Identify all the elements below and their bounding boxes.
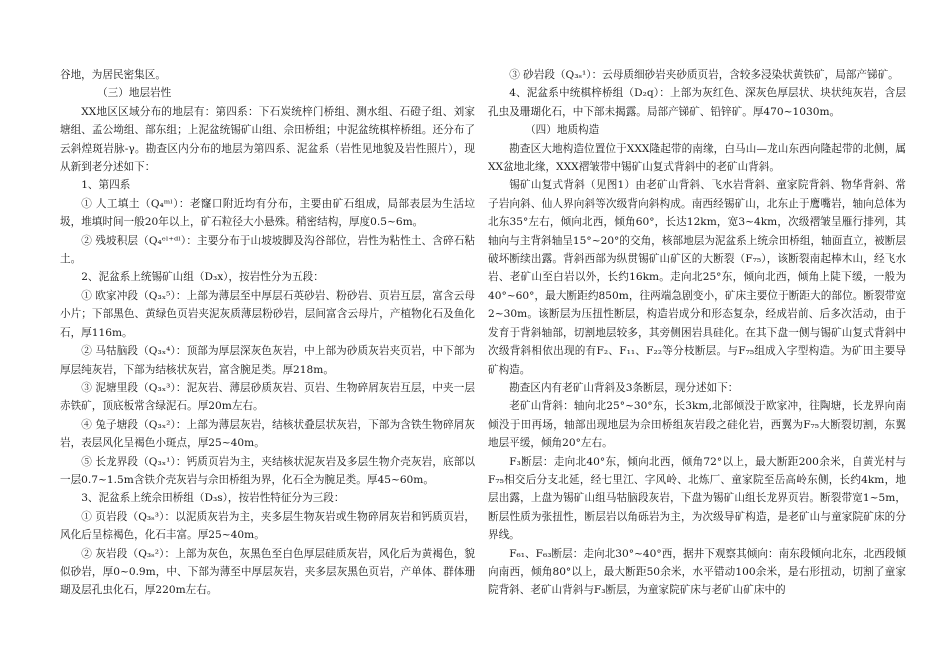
- paragraph-tectonic-position: 勘查区大地构造位置位于XXX隆起带的南缘，白马山—龙山东西向隆起带的北侧，属XX盆地北缘，XXX褶皱带中锡矿山复式背斜中的老矿山背斜。: [488, 142, 906, 174]
- item-magunao: ② 马牯脑段（Q₃ₓ⁴）：顶部为厚层深灰色灰岩，中上部为砂质灰岩夹页岩，中下部为厚层纯灰岩，下部为结核状灰岩，富含腕足类。厚218m。: [60, 345, 475, 376]
- item-artificial-fill: ① 人工填土（Q₄ᵐˡ）：老窿口附近均有分布，主要由矿石组成，局部表层为生活垃圾，堆填时间一般20年以上，矿石粒径大小悬殊。稍密结构，厚度0.5~6m。: [60, 197, 475, 229]
- paragraph-anticline-complex: 锡矿山复式背斜（见图1）由老矿山背斜、飞水岩背斜、童家院背斜、物华背斜、常子岩向斜、仙人界向斜等次级背向斜构成。南西经锡矿山，北东止于鹰嘴岩，轴向总体为北东35°左右，倾向北西，倾角60°，长达12km，宽3~4km，次级褶皱呈雁行排列，其轴向与主背斜轴呈15°~20°的交角，核部地层为泥盆系上统佘田桥组，轴面直立，被断层破坏断续出露。背斜西部为纵贯锡矿山矿区的大断裂（F₇₅），该断裂南起棒木山，经飞水岩、老矿山至白岩以外，长约16km。走向北25°东，倾向北西，倾角上陡下缓，一般为40°~60°，最大断距约850m，往两端急剧变小，矿床主要位于断距大的部位。断裂带宽2~30m。该断层为压扭性断层，构造岩成分和形态复杂，经成岩前、后多次活动，由于发育于背斜轴部，切割地层较多，其旁侧困岩具硅化。在其下盘一侧与锡矿山复式背斜中次级背斜相依出现的有F₂、F₁₁、F₂₂等分枝断层。与F₇₅组成入字型构造。为矿田主要导矿构造。: [488, 179, 906, 376]
- item-sandstone-member: ③ 砂岩段（Q₃ₛ¹）：云母质细砂岩夹砂质页岩，含较多浸染状黄铁矿，局部产锑矿。: [509, 69, 899, 81]
- item-residual-slope: ② 残坡积层（Q₄ᵉˡ⁺ᵈˡ）：主要分布于山坡坡脚及沟谷部位，岩性为粘性土、含碎石粘土。: [60, 234, 475, 266]
- item-nitangli: ③ 泥塘里段（Q₃ₓ³）：泥灰岩、薄层砂质灰岩、页岩、生物碎屑灰岩互层，中夹一层赤铁矿，顶底板常含绿泥石。厚20m左右。: [60, 381, 475, 413]
- item-tuzitang: ④ 兔子塘段（Q₃ₓ²）：上部为薄层灰岩，结核状叠层状灰岩，下部为含铁生物碎屑灰岩，表层风化呈褐色小斑点，厚25~40m。: [60, 418, 475, 450]
- paragraph-laokuangshan-anticline: 老矿山背斜：轴向北25°~30°东，长3km,北部倾没于欧家冲，往陶塘，长龙界向南倾没于田再场，轴部出现地层为佘田桥组灰岩段之硅化岩，西翼为F₇₅大断裂切割，东翼地层平缓，倾角20°左右。: [488, 400, 906, 450]
- paragraph-strata-intro: XX地区区域分布的地层有：第四系：下石炭统梓门桥组、测水组、石磴子组、刘家塘组、孟公坳组、部东组；上泥盆统锡矿山组、佘田桥组；中泥盆统棋梓桥组。还分布了云斜煌斑岩脉-γ。勘查区内分布的地层为第四系、泥盆系（岩性见地貌及岩性照片），现从新到老分述如下：: [60, 105, 475, 174]
- paragraph-fault-f3: F₃断层：走向北40°东，倾向北西，倾角72°以上，最大断距200余米，自黄光村与F₇₅相交后分支北延，经七里江、字风岭、北炼厂、童家院至岳高岭东侧，长约4km，地层出露，上盘为锡矿山组马牯脑段灰岩，下盘为锡矿山组长龙界页岩。断裂带宽1~5m，断层性质为张扭性，断层岩以角砾岩为主，为次级导矿构造，是老矿山与童家院矿床的分界线。: [488, 455, 906, 542]
- item-shale-member: ① 页岩段（Q₃ₛ³）：以泥质灰岩为主，夹多层生物灰岩或生物碎屑灰岩和钙质页岩，风化后呈棕褐色，化石丰富。厚25~40m。: [60, 510, 475, 542]
- item-limestone-member: ② 灰岩段（Q₃ₛ²）：上部为灰色，灰黑色至白色厚层硅质灰岩，风化后为黄褐色，貌似砂岩，厚0~0.9m，中、下部为薄至中厚层灰岩，夹多层灰黑色页岩，产单体、群体珊瑚及层孔虫化石，厚220m左右。: [60, 547, 475, 597]
- section-heading-strata: （三）地层岩性: [97, 87, 172, 100]
- heading-xikuangshan-formation: 2、泥盆系上统锡矿山组（D₃x），按岩性分为五段：: [81, 271, 324, 284]
- item-qiziqiao-formation: 4、泥盆系中统棋梓桥组（D₂q）：上部为灰红色、深灰色厚层状、块状纯灰岩，含层孔虫及珊瑚化石，中下部未揭露。局部产锑矿、铅锌矿。厚470~1030m。: [488, 87, 906, 118]
- item-changlongjie: ⑤ 长龙界段（Q₃ₓ¹）：钙质页岩为主，夹结核状泥灰岩及多层生物介壳灰岩，底部以一层0.7~1.5m含铁介壳灰岩与佘田桥组为界，化石全为腕足类。厚45~60m。: [60, 455, 475, 486]
- paragraph-survey-area: 勘查区内有老矿山背斜及3条断层，现分述如下：: [509, 381, 739, 394]
- paragraph-valley: 谷地，为居民密集区。: [60, 69, 166, 81]
- heading-quaternary: 1、第四系: [81, 179, 131, 192]
- item-oujiachong: ① 欧家冲段（Q₃ₓ⁵）：上部为薄层至中厚层石英砂岩、粉砂岩、页岩互层，富含云母小片；下部黑色、黄绿色页岩夹泥灰质薄层粉砂岩，层间富含云母片，产植物化石及鱼化石，厚116m。: [60, 289, 475, 339]
- paragraph-fault-f61-f63: F₆₁、F₆₃断层：走向北30°~40°西，据井下观察其倾向：南东段倾向北东，北西段倾向南西，倾角80°以上，最大断距50余米，水平错动100余米，是右形扭动，切割了童家院背斜、老矿山背斜与F₃断层，为童家院矿床与老矿山矿床中的: [488, 547, 906, 597]
- section-heading-structure: （四）地质构造: [525, 124, 600, 137]
- heading-shetianqiao-formation: 3、泥盆系上统佘田桥组（D₃s），按岩性特征分为三段：: [81, 492, 345, 505]
- left-column: [60, 66, 475, 600]
- right-column: [488, 66, 906, 600]
